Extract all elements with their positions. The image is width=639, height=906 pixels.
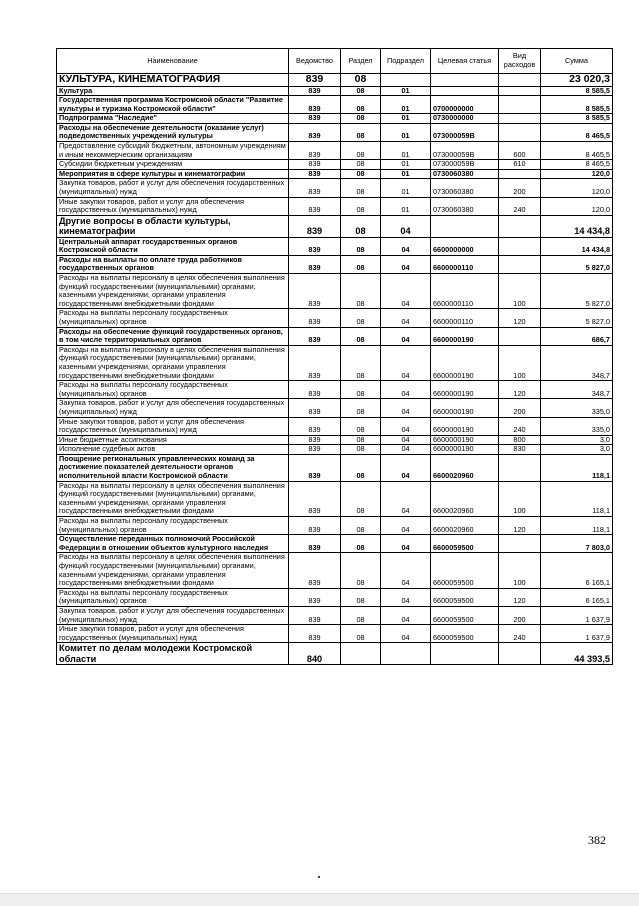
cell-razdel: 08 bbox=[341, 535, 381, 553]
cell-summa: 686,7 bbox=[541, 327, 613, 345]
cell-vid bbox=[499, 237, 541, 255]
cell-razdel: 08 bbox=[341, 553, 381, 588]
cell-summa: 8 465,5 bbox=[541, 160, 613, 170]
table-row bbox=[57, 481, 613, 516]
cell-razdel: 08 bbox=[341, 255, 381, 273]
cell-vid: 100 bbox=[499, 274, 541, 309]
cell-statya: 0700000000 bbox=[431, 96, 499, 114]
cell-name: Культура bbox=[57, 86, 289, 96]
cell-razdel: 08 bbox=[341, 309, 381, 327]
cell-name: Расходы на выплаты персоналу в целях обеспечения выполнения функций государственными (муниципальными) органами, казенными учреждениями, органами управления государственными внебюджетными фондами bbox=[57, 481, 289, 516]
cell-vedomstvo: 839 bbox=[289, 237, 341, 255]
cell-summa: 348,7 bbox=[541, 381, 613, 399]
cell-vedomstvo: 839 bbox=[289, 96, 341, 114]
cell-podrazdel: 01 bbox=[381, 169, 431, 179]
table-row bbox=[57, 309, 613, 327]
cell-vedomstvo: 839 bbox=[289, 123, 341, 141]
cell-statya: 6600059500 bbox=[431, 606, 499, 624]
cell-statya: 0730000000 bbox=[431, 114, 499, 124]
cell-summa: 5 827,0 bbox=[541, 255, 613, 273]
cell-vid bbox=[499, 169, 541, 179]
table-row bbox=[57, 535, 613, 553]
cell-vid bbox=[499, 86, 541, 96]
cell-vid: 800 bbox=[499, 435, 541, 445]
cell-statya: 6600000110 bbox=[431, 255, 499, 273]
cell-statya: 6600000190 bbox=[431, 445, 499, 455]
cell-name: Подпрограмма "Наследие" bbox=[57, 114, 289, 124]
cell-razdel: 08 bbox=[341, 86, 381, 96]
cell-summa: 3,0 bbox=[541, 445, 613, 455]
cell-podrazdel: 04 bbox=[381, 517, 431, 535]
cell-podrazdel bbox=[381, 643, 431, 665]
cell-name: Расходы на выплаты персоналу государственных (муниципальных) органов bbox=[57, 309, 289, 327]
cell-name: Расходы на выплаты персоналу государственных (муниципальных) органов bbox=[57, 588, 289, 606]
header-vid: Вид расходов bbox=[499, 49, 541, 74]
cell-vid bbox=[499, 327, 541, 345]
cell-vedomstvo: 839 bbox=[289, 197, 341, 215]
cell-vedomstvo: 839 bbox=[289, 435, 341, 445]
cell-name: Закупка товаров, работ и услуг для обеспечения государственных (муниципальных) нужд bbox=[57, 179, 289, 197]
cell-statya: 6600000190 bbox=[431, 327, 499, 345]
cell-razdel: 08 bbox=[341, 517, 381, 535]
cell-vedomstvo: 839 bbox=[289, 274, 341, 309]
table-row bbox=[57, 327, 613, 345]
cell-vedomstvo: 839 bbox=[289, 345, 341, 380]
cell-razdel: 08 bbox=[341, 445, 381, 455]
table-row bbox=[57, 160, 613, 170]
cell-vid: 240 bbox=[499, 417, 541, 435]
cell-vid: 120 bbox=[499, 381, 541, 399]
cell-summa: 118,1 bbox=[541, 517, 613, 535]
cell-summa: 5 827,0 bbox=[541, 274, 613, 309]
header-podrazdel: Подраздел bbox=[381, 49, 431, 74]
cell-name: Расходы на обеспечение функций государственных органов, в том числе территориальных органов bbox=[57, 327, 289, 345]
cell-name: Предоставление субсидий бюджетным, автономным учреждениям и иным некоммерческим организациям bbox=[57, 142, 289, 160]
cell-summa: 3,0 bbox=[541, 435, 613, 445]
cell-razdel: 08 bbox=[341, 74, 381, 87]
cell-statya: 6600059500 bbox=[431, 588, 499, 606]
cell-summa: 14 434,8 bbox=[541, 237, 613, 255]
cell-razdel: 08 bbox=[341, 179, 381, 197]
header-statya: Целевая статья bbox=[431, 49, 499, 74]
cell-vedomstvo: 839 bbox=[289, 454, 341, 481]
cell-summa: 120,0 bbox=[541, 179, 613, 197]
cell-razdel: 08 bbox=[341, 345, 381, 380]
cell-vedomstvo: 839 bbox=[289, 215, 341, 237]
cell-vid: 200 bbox=[499, 399, 541, 417]
cell-podrazdel: 04 bbox=[381, 327, 431, 345]
cell-razdel: 08 bbox=[341, 625, 381, 643]
cell-vid: 240 bbox=[499, 625, 541, 643]
cell-vid: 120 bbox=[499, 309, 541, 327]
cell-statya: 6600020960 bbox=[431, 517, 499, 535]
table-row bbox=[57, 142, 613, 160]
table-row bbox=[57, 435, 613, 445]
cell-vid bbox=[499, 96, 541, 114]
page-number: 382 bbox=[588, 833, 606, 847]
cell-podrazdel: 04 bbox=[381, 553, 431, 588]
table-row bbox=[57, 553, 613, 588]
cell-statya: 6600059500 bbox=[431, 553, 499, 588]
cell-vedomstvo: 839 bbox=[289, 160, 341, 170]
cell-name: Расходы на выплаты персоналу государственных (муниципальных) органов bbox=[57, 517, 289, 535]
cell-statya bbox=[431, 74, 499, 87]
cell-name: Иные закупки товаров, работ и услуг для обеспечения государственных (муниципальных) нужд bbox=[57, 625, 289, 643]
cell-vid bbox=[499, 114, 541, 124]
cell-vedomstvo: 839 bbox=[289, 309, 341, 327]
header-vedomstvo: Ведомство bbox=[289, 49, 341, 74]
cell-podrazdel: 01 bbox=[381, 86, 431, 96]
cell-vedomstvo: 839 bbox=[289, 179, 341, 197]
cell-name: Расходы на выплаты персоналу в целях обеспечения выполнения функций государственными (муниципальными) органами, казенными учреждениями, органами управления государственными внебюджетными фондами bbox=[57, 345, 289, 380]
table-row bbox=[57, 606, 613, 624]
cell-podrazdel: 01 bbox=[381, 142, 431, 160]
cell-podrazdel: 04 bbox=[381, 445, 431, 455]
cell-name: Расходы на выплаты персоналу в целях обеспечения выполнения функций государственными (муниципальными) органами, казенными учреждениями, органами управления государственными внебюджетными фондами bbox=[57, 274, 289, 309]
cell-vedomstvo: 839 bbox=[289, 255, 341, 273]
cell-podrazdel: 04 bbox=[381, 417, 431, 435]
cell-podrazdel: 01 bbox=[381, 114, 431, 124]
cell-vedomstvo: 839 bbox=[289, 74, 341, 87]
table-row bbox=[57, 179, 613, 197]
cell-vid bbox=[499, 643, 541, 665]
cell-razdel: 08 bbox=[341, 114, 381, 124]
cell-name: Иные закупки товаров, работ и услуг для обеспечения государственных (муниципальных) нужд bbox=[57, 417, 289, 435]
header-name: Наименование bbox=[57, 49, 289, 74]
table-header-row bbox=[57, 49, 613, 74]
cell-podrazdel: 01 bbox=[381, 123, 431, 141]
cell-statya: 6600000110 bbox=[431, 309, 499, 327]
table-row bbox=[57, 345, 613, 380]
cell-name: Иные бюджетные ассигнования bbox=[57, 435, 289, 445]
table-row bbox=[57, 255, 613, 273]
cell-razdel: 08 bbox=[341, 417, 381, 435]
table-row bbox=[57, 454, 613, 481]
cell-name: Осуществление переданных полномочий Российской Федерации в отношении объектов культурного наследия bbox=[57, 535, 289, 553]
cell-podrazdel: 04 bbox=[381, 535, 431, 553]
table-row bbox=[57, 237, 613, 255]
table-row bbox=[57, 588, 613, 606]
cell-vedomstvo: 839 bbox=[289, 517, 341, 535]
cell-razdel: 08 bbox=[341, 327, 381, 345]
cell-vedomstvo: 839 bbox=[289, 445, 341, 455]
cell-vid bbox=[499, 255, 541, 273]
cell-summa: 8 585,5 bbox=[541, 114, 613, 124]
table-row bbox=[57, 274, 613, 309]
cell-podrazdel: 04 bbox=[381, 381, 431, 399]
cell-razdel: 08 bbox=[341, 435, 381, 445]
cell-podrazdel: 04 bbox=[381, 588, 431, 606]
cell-statya: 6600059500 bbox=[431, 625, 499, 643]
cell-razdel: 08 bbox=[341, 481, 381, 516]
table-row bbox=[57, 123, 613, 141]
table-row bbox=[57, 169, 613, 179]
cell-razdel: 08 bbox=[341, 454, 381, 481]
cell-summa: 8 465,5 bbox=[541, 142, 613, 160]
cell-vid: 240 bbox=[499, 197, 541, 215]
cell-razdel: 08 bbox=[341, 274, 381, 309]
cell-razdel: 08 bbox=[341, 123, 381, 141]
cell-razdel: 08 bbox=[341, 399, 381, 417]
cell-summa: 23 020,3 bbox=[541, 74, 613, 87]
table-row bbox=[57, 381, 613, 399]
cell-summa: 8 585,5 bbox=[541, 86, 613, 96]
cell-vedomstvo: 839 bbox=[289, 327, 341, 345]
cell-podrazdel: 04 bbox=[381, 399, 431, 417]
cell-razdel: 08 bbox=[341, 237, 381, 255]
cell-summa: 118,1 bbox=[541, 454, 613, 481]
cell-name: Расходы на выплаты по оплате труда работников государственных органов bbox=[57, 255, 289, 273]
cell-name: Мероприятия в сфере культуры и кинематографии bbox=[57, 169, 289, 179]
cell-statya: 6600000190 bbox=[431, 345, 499, 380]
cell-summa: 120,0 bbox=[541, 169, 613, 179]
cell-statya bbox=[431, 643, 499, 665]
table-row bbox=[57, 625, 613, 643]
cell-podrazdel: 04 bbox=[381, 237, 431, 255]
cell-statya: 6600000190 bbox=[431, 435, 499, 445]
cell-vedomstvo: 839 bbox=[289, 553, 341, 588]
cell-summa: 44 393,5 bbox=[541, 643, 613, 665]
cell-summa: 1 637,9 bbox=[541, 606, 613, 624]
cell-statya: 6600000000 bbox=[431, 237, 499, 255]
cell-vedomstvo: 839 bbox=[289, 417, 341, 435]
cell-summa: 8 465,5 bbox=[541, 123, 613, 141]
cell-vedomstvo: 839 bbox=[289, 606, 341, 624]
header-razdel: Раздел bbox=[341, 49, 381, 74]
cell-podrazdel bbox=[381, 74, 431, 87]
cell-name: Центральный аппарат государственных органов Костромской области bbox=[57, 237, 289, 255]
cell-vid: 200 bbox=[499, 606, 541, 624]
cell-statya: 6600020960 bbox=[431, 454, 499, 481]
cell-name: Другие вопросы в области культуры, кинематографии bbox=[57, 215, 289, 237]
table-row bbox=[57, 86, 613, 96]
cell-vid: 100 bbox=[499, 553, 541, 588]
cell-summa: 1 637,9 bbox=[541, 625, 613, 643]
cell-vedomstvo: 839 bbox=[289, 114, 341, 124]
cell-podrazdel: 01 bbox=[381, 179, 431, 197]
document-page bbox=[56, 48, 612, 665]
cell-vid: 100 bbox=[499, 345, 541, 380]
cell-razdel: 08 bbox=[341, 215, 381, 237]
cell-vid: 610 bbox=[499, 160, 541, 170]
cell-statya: 073000059В bbox=[431, 160, 499, 170]
table-row bbox=[57, 114, 613, 124]
cell-statya: 073000059В bbox=[431, 123, 499, 141]
bottom-scan-strip bbox=[0, 893, 639, 906]
cell-name: Расходы на выплаты персоналу в целях обеспечения выполнения функций государственными (муниципальными) органами, казенными учреждениями, органами управления государственными внебюджетными фондами bbox=[57, 553, 289, 588]
cell-summa: 6 165,1 bbox=[541, 553, 613, 588]
cell-vid bbox=[499, 535, 541, 553]
cell-statya: 6600059500 bbox=[431, 535, 499, 553]
cell-vedomstvo: 839 bbox=[289, 169, 341, 179]
cell-statya bbox=[431, 86, 499, 96]
cell-podrazdel: 04 bbox=[381, 274, 431, 309]
cell-vid: 600 bbox=[499, 142, 541, 160]
cell-statya: 0730060380 bbox=[431, 179, 499, 197]
table-row bbox=[57, 197, 613, 215]
cell-name: Закупка товаров, работ и услуг для обеспечения государственных (муниципальных) нужд bbox=[57, 606, 289, 624]
cell-statya: 6600000110 bbox=[431, 274, 499, 309]
scan-dot-mark bbox=[318, 876, 320, 878]
table-row bbox=[57, 445, 613, 455]
cell-name: Комитет по делам молодежи Костромской области bbox=[57, 643, 289, 665]
cell-vedomstvo: 840 bbox=[289, 643, 341, 665]
cell-statya: 6600000190 bbox=[431, 381, 499, 399]
cell-summa: 335,0 bbox=[541, 417, 613, 435]
cell-vedomstvo: 839 bbox=[289, 142, 341, 160]
cell-summa: 335,0 bbox=[541, 399, 613, 417]
table-row bbox=[57, 643, 613, 665]
cell-razdel: 08 bbox=[341, 588, 381, 606]
cell-vid: 120 bbox=[499, 517, 541, 535]
cell-podrazdel: 04 bbox=[381, 435, 431, 445]
cell-razdel: 08 bbox=[341, 381, 381, 399]
table-row bbox=[57, 517, 613, 535]
cell-razdel: 08 bbox=[341, 197, 381, 215]
cell-name: Расходы на выплаты персоналу государственных (муниципальных) органов bbox=[57, 381, 289, 399]
cell-vedomstvo: 839 bbox=[289, 381, 341, 399]
cell-vedomstvo: 839 bbox=[289, 399, 341, 417]
cell-name: Расходы на обеспечение деятельности (оказание услуг) подведомственных учреждений культуры bbox=[57, 123, 289, 141]
cell-statya: 6600000190 bbox=[431, 417, 499, 435]
cell-summa: 8 585,5 bbox=[541, 96, 613, 114]
cell-podrazdel: 04 bbox=[381, 309, 431, 327]
cell-vedomstvo: 839 bbox=[289, 481, 341, 516]
cell-vid: 100 bbox=[499, 481, 541, 516]
cell-statya: 0730060380 bbox=[431, 197, 499, 215]
cell-name: Поощрение региональных управленческих команд за достижение показателей деятельности органов исполнительной власти Костромской области bbox=[57, 454, 289, 481]
cell-vid: 830 bbox=[499, 445, 541, 455]
cell-vedomstvo: 839 bbox=[289, 535, 341, 553]
cell-vid bbox=[499, 123, 541, 141]
cell-razdel bbox=[341, 643, 381, 665]
cell-statya: 073000059В bbox=[431, 142, 499, 160]
cell-podrazdel: 04 bbox=[381, 345, 431, 380]
cell-name: Субсидии бюджетным учреждениям bbox=[57, 160, 289, 170]
cell-vid: 120 bbox=[499, 588, 541, 606]
cell-statya: 6600020960 bbox=[431, 481, 499, 516]
cell-summa: 120,0 bbox=[541, 197, 613, 215]
cell-vid: 200 bbox=[499, 179, 541, 197]
cell-vedomstvo: 839 bbox=[289, 625, 341, 643]
budget-table bbox=[56, 48, 613, 665]
cell-vedomstvo: 839 bbox=[289, 86, 341, 96]
cell-razdel: 08 bbox=[341, 160, 381, 170]
table-row bbox=[57, 215, 613, 237]
cell-razdel: 08 bbox=[341, 169, 381, 179]
cell-statya bbox=[431, 215, 499, 237]
table-row bbox=[57, 417, 613, 435]
header-summa: Сумма bbox=[541, 49, 613, 74]
cell-summa: 5 827,0 bbox=[541, 309, 613, 327]
cell-podrazdel: 04 bbox=[381, 454, 431, 481]
cell-summa: 14 434,8 bbox=[541, 215, 613, 237]
cell-razdel: 08 bbox=[341, 606, 381, 624]
cell-podrazdel: 04 bbox=[381, 625, 431, 643]
cell-podrazdel: 01 bbox=[381, 197, 431, 215]
table-row bbox=[57, 399, 613, 417]
cell-vid bbox=[499, 74, 541, 87]
cell-summa: 348,7 bbox=[541, 345, 613, 380]
cell-statya: 0730060380 bbox=[431, 169, 499, 179]
cell-podrazdel: 04 bbox=[381, 215, 431, 237]
cell-vid bbox=[499, 454, 541, 481]
cell-podrazdel: 04 bbox=[381, 481, 431, 516]
cell-name: Государственная программа Костромской области "Развитие культуры и туризма Костромской области" bbox=[57, 96, 289, 114]
cell-name: Иные закупки товаров, работ и услуг для обеспечения государственных (муниципальных) нужд bbox=[57, 197, 289, 215]
table-row bbox=[57, 74, 613, 87]
cell-podrazdel: 01 bbox=[381, 160, 431, 170]
cell-name: Закупка товаров, работ и услуг для обеспечения государственных (муниципальных) нужд bbox=[57, 399, 289, 417]
table-row bbox=[57, 96, 613, 114]
cell-podrazdel: 04 bbox=[381, 606, 431, 624]
cell-podrazdel: 01 bbox=[381, 96, 431, 114]
cell-statya: 6600000190 bbox=[431, 399, 499, 417]
cell-razdel: 08 bbox=[341, 142, 381, 160]
cell-summa: 118,1 bbox=[541, 481, 613, 516]
cell-razdel: 08 bbox=[341, 96, 381, 114]
cell-vedomstvo: 839 bbox=[289, 588, 341, 606]
cell-name: Исполнение судебных актов bbox=[57, 445, 289, 455]
cell-podrazdel: 04 bbox=[381, 255, 431, 273]
cell-vid bbox=[499, 215, 541, 237]
cell-name: КУЛЬТУРА, КИНЕМАТОГРАФИЯ bbox=[57, 74, 289, 87]
cell-summa: 6 165,1 bbox=[541, 588, 613, 606]
cell-summa: 7 803,0 bbox=[541, 535, 613, 553]
